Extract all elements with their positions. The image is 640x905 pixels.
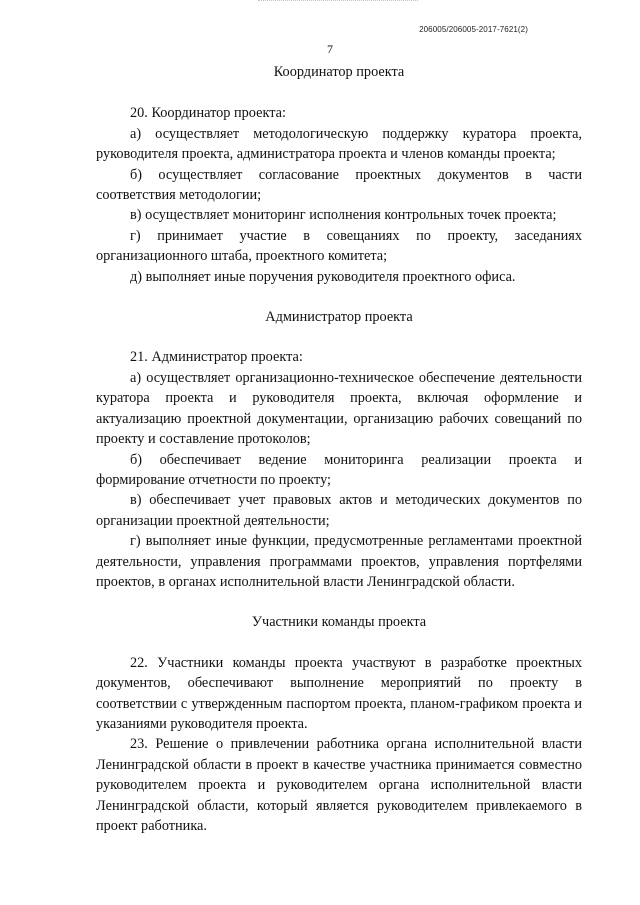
- section-heading-team-members: Участники команды проекта: [251, 614, 427, 631]
- paragraph: в) осуществляет мониторинг исполнения контрольных точек проекта;: [130, 207, 557, 224]
- paragraph: г) принимает участие в совещаниях по проекту, заседаниях организационного штаба, проектного комитета;: [96, 227, 582, 265]
- paragraph: б) обеспечивает ведение мониторинга реализации проекта и формирование отчетности по проекту;: [96, 451, 582, 488]
- scan-artifact: [258, 0, 418, 4]
- section-heading-coordinator: Координатор проекта: [273, 64, 405, 80]
- document-id: 206005/206005-2017-7621(2): [419, 25, 528, 34]
- paragraph: в) обеспечивает учет правовых актов и методических документов по организации проектной деятельности;: [96, 492, 582, 529]
- paragraph: б) осуществляет согласование проектных документов в части соответствия методологии;: [96, 166, 582, 204]
- paragraph: 23. Решение о привлечении работника органа исполнительной власти Ленинградской области в проект в качестве участника принимается совместно руководителем проекта и руководителем органа исполнительной власти Ленинградской области, который является руководителем привлекаемого в проект работника.: [96, 736, 582, 834]
- paragraph: г) выполняет иные функции, предусмотренные регламентами проектной деятельности, управления программами проектов, управления портфелями проектов, в органах исполнительной власти Ленинградской области.: [96, 533, 582, 590]
- section-heading-administrator: Администратор проекта: [265, 309, 413, 326]
- document-body: [96, 62, 582, 836]
- paragraph: а) осуществляет организационно-техническое обеспечение деятельности куратора проекта и руководителя проекта, включая оформление и актуализацию проектной документации, организацию рабочих совещаний по проекту и составление протоколов;: [96, 369, 582, 448]
- paragraph: 22. Участники команды проекта участвуют в разработке проектных документов, обеспечивают выполнение мероприятий по проекту в соответствии с утвержденным паспортом проекта, планом-графиком проекта и указаниями руководителя проекта.: [96, 654, 582, 732]
- paragraph: 20. Координатор проекта:: [130, 105, 286, 122]
- paragraph: д) выполняет иные поручения руководителя проектного офиса.: [130, 268, 516, 285]
- page-number: 7: [327, 42, 333, 56]
- paragraph: 21. Администратор проекта:: [130, 349, 303, 366]
- paragraph: а) осуществляет методологическую поддержку куратора проекта, руководителя проекта, администратора проекта и членов команды проекта;: [96, 125, 582, 163]
